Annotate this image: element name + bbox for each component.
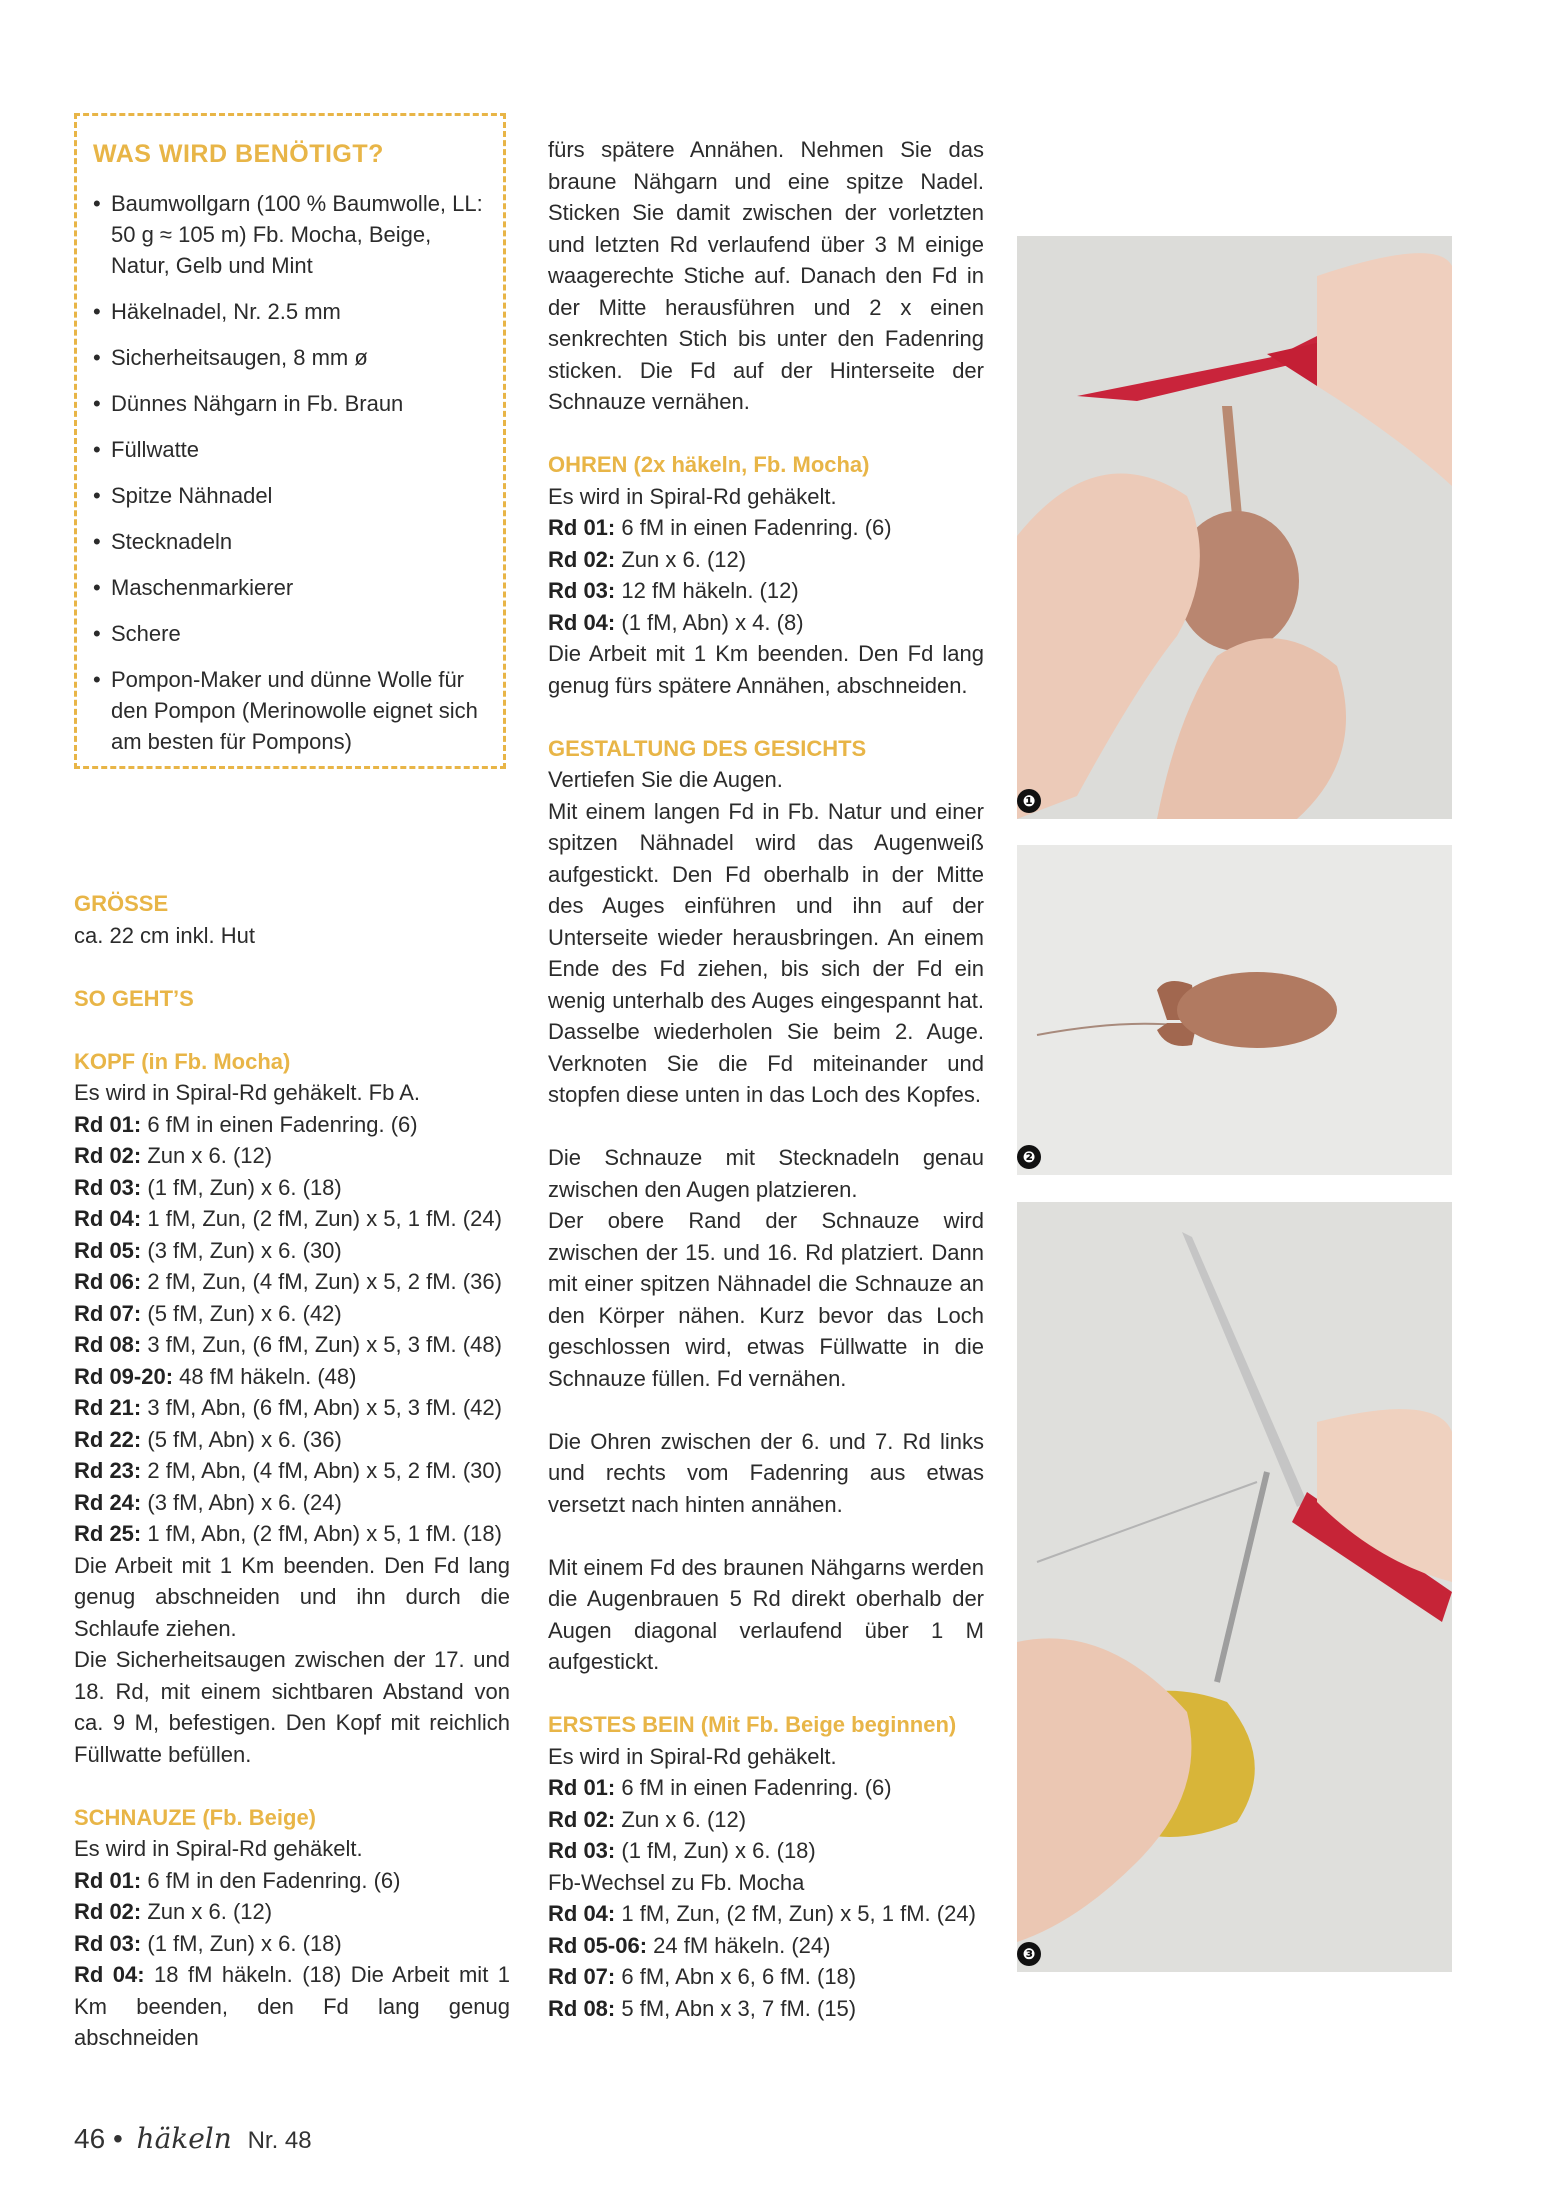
instruction-row	[74, 1266, 510, 1298]
row-text: (3 fM, Abn) x 6. (24)	[141, 1489, 342, 1515]
bein-switch: Fb-Wechsel zu Fb. Mocha	[548, 1869, 805, 1895]
instruction-row	[548, 607, 984, 639]
row-text: 6 fM in den Fadenring. (6)	[141, 1867, 401, 1893]
row-label: Rd 23:	[74, 1458, 142, 1483]
ohren-heading: OHREN (2x häkeln, Fb. Mocha)	[548, 452, 870, 477]
ohren-rows	[548, 512, 984, 638]
row-text: 1 fM, Abn, (2 fM, Abn) x 5, 1 fM. (18)	[141, 1521, 502, 1546]
photo-2	[1017, 845, 1452, 1175]
instruction-row	[74, 1172, 510, 1204]
ohren-end: Die Arbeit mit 1 Km beenden. Den Fd lang genug fürs spätere Annähen, abschneiden.	[548, 641, 984, 698]
row-text: (5 fM, Abn) x 6. (36)	[141, 1426, 342, 1452]
row-text: 1 fM, Zun, (2 fM, Zun) x 5, 1 fM. (24)	[141, 1206, 502, 1231]
size-text: ca. 22 cm inkl. Hut	[74, 922, 255, 948]
instruction-row	[74, 1140, 510, 1172]
row-label: Rd 04:	[548, 1901, 616, 1926]
photo-2-number: ❷	[1017, 1145, 1041, 1169]
instruction-row	[74, 1361, 510, 1393]
gesicht-heading: GESTALTUNG DES GESICHTS	[548, 735, 867, 761]
materials-item: • Maschenmarkierer	[93, 572, 493, 603]
instruction-row	[74, 1865, 510, 1897]
materials-item: • Spitze Nähnadel	[93, 480, 493, 511]
row-text: 6 fM, Abn x 6, 6 fM. (18)	[615, 1964, 857, 1989]
materials-item: • Pompon-Maker und dünne Wolle für den Pompon (Merinowolle eignet sich am besten für Pompons)	[93, 664, 493, 757]
row-text: 3 fM, Abn, (6 fM, Abn) x 5, 3 fM. (42)	[141, 1395, 502, 1420]
kopf-end: Die Arbeit mit 1 Km beenden. Den Fd lang genug abschneiden und ihn durch die Schlaufe ziehen.	[74, 1552, 510, 1641]
row-label: Rd 06:	[74, 1269, 142, 1294]
instruction-row	[548, 1930, 984, 1962]
photo-1	[1017, 236, 1452, 819]
row-label: Rd 01:	[548, 1775, 616, 1800]
gesicht-p2: Mit einem langen Fd in Fb. Natur und einer spitzen Nähnadel wird das Augenweiß aufgestickt. Den Fd oberhalb in der Mitte des Auges einführen und ihn auf der Unterseite wieder herausbringen. An einem Ende des Fd ziehen, bis sich der Fd ein wenig unterhalb des Auges eingespannt hat. Dasselbe wiederholen Sie beim 2. Auge. Verknoten Sie die Fd miteinander und stopfen diese unten in das Loch des Kopfes.	[548, 798, 984, 1107]
schnauze-place-p1: Die Schnauze mit Stecknadeln genau zwischen den Augen platzieren.	[548, 1145, 984, 1202]
instruction-row	[74, 1518, 510, 1550]
instruction-row	[548, 1835, 984, 1867]
instruction-row	[548, 575, 984, 607]
bein-heading: ERSTES BEIN (Mit Fb. Beige beginnen)	[548, 1712, 957, 1737]
row-text: 24 fM häkeln. (24)	[647, 1932, 831, 1958]
instruction-row	[548, 512, 984, 544]
photo-1-number: ❶	[1017, 789, 1041, 813]
photo-2-image	[1017, 845, 1452, 1175]
footer-bullet: •	[112, 2123, 123, 2154]
row-text: 6 fM in einen Fadenring. (6)	[615, 1775, 892, 1800]
magazine-name: häkeln	[136, 2122, 232, 2155]
row-text: 18 fM häkeln. (18) Die Arbeit mit 1 Km beenden, den Fd lang genug abschneiden	[74, 1962, 510, 2050]
row-text: (3 fM, Zun) x 6. (30)	[141, 1237, 342, 1263]
row-label: Rd 02:	[548, 1806, 616, 1832]
size-heading: GRÖSSE	[74, 891, 169, 916]
row-text: 2 fM, Zun, (4 fM, Zun) x 5, 2 fM. (36)	[141, 1269, 502, 1294]
materials-item: • Schere	[93, 618, 493, 649]
row-label: Rd 25:	[74, 1521, 142, 1546]
row-label: Rd 05:	[74, 1237, 142, 1263]
instruction-row	[74, 1928, 510, 1960]
row-label: Rd 03:	[74, 1930, 142, 1956]
instruction-row	[74, 1329, 510, 1361]
row-label: Rd 01:	[548, 515, 616, 540]
row-text: 12 fM häkeln. (12)	[615, 578, 799, 603]
row-text: Zun x 6. (12)	[615, 1806, 747, 1832]
page-number: 46	[74, 2123, 106, 2154]
row-text: (1 fM, Zun) x 6. (18)	[615, 1838, 816, 1863]
row-text: 6 fM in einen Fadenring. (6)	[615, 515, 892, 540]
schnauze-last-row	[74, 1959, 510, 2054]
row-text: Zun x 6. (12)	[141, 1143, 273, 1168]
middle-column	[548, 134, 984, 2024]
materials-title: WAS WIRD BENÖTIGT?	[93, 140, 384, 168]
row-label: Rd 24:	[74, 1489, 142, 1515]
materials-list	[93, 188, 493, 772]
row-text: (1 fM, Zun) x 6. (18)	[141, 1174, 342, 1200]
instruction-row	[74, 1298, 510, 1330]
page-footer	[74, 2122, 312, 2155]
row-label: Rd 04:	[74, 1206, 142, 1231]
row-label: Rd 04:	[548, 609, 616, 635]
instruction-row	[74, 1109, 510, 1141]
instruction-row	[74, 1487, 510, 1519]
row-label: Rd 03:	[548, 1838, 616, 1863]
row-label: Rd 08:	[548, 1995, 616, 2021]
instruction-row	[74, 1896, 510, 1928]
row-text: Zun x 6. (12)	[141, 1899, 273, 1924]
photo-3-number: ❸	[1017, 1942, 1041, 1966]
row-text: (1 fM, Abn) x 4. (8)	[615, 609, 804, 635]
photo-1-image	[1017, 236, 1452, 819]
instruction-row	[548, 544, 984, 576]
row-label: Rd 03:	[74, 1174, 142, 1200]
kopf-heading: KOPF (in Fb. Mocha)	[74, 1048, 291, 1074]
left-column	[74, 888, 510, 2054]
instruction-row	[74, 1455, 510, 1487]
instruction-row	[548, 1898, 984, 1930]
schnauze-heading: SCHNAUZE (Fb. Beige)	[74, 1804, 316, 1830]
materials-item: • Häkelnadel, Nr. 2.5 mm	[93, 296, 493, 327]
materials-item: • Baumwollgarn (100 % Baumwolle, LL: 50 g ≈ 105 m) Fb. Mocha, Beige, Natur, Gelb und Mint	[93, 188, 493, 281]
bein-rows-b	[548, 1898, 984, 2024]
howto-heading: SO GEHT’S	[74, 985, 194, 1011]
ohren-sew: Die Ohren zwischen der 6. und 7. Rd links und rechts vom Fadenring aus etwas versetzt nach hinten annähen.	[548, 1428, 984, 1517]
bein-rows-a	[548, 1772, 984, 1867]
row-label: Rd 04:	[74, 1962, 145, 1987]
row-label: Rd 07:	[548, 1964, 616, 1989]
row-label: Rd 03:	[548, 578, 616, 603]
photo-3-image	[1017, 1202, 1452, 1972]
materials-item: • Sicherheitsaugen, 8 mm ø	[93, 342, 493, 373]
materials-item: • Füllwatte	[93, 434, 493, 465]
instruction-row	[74, 1235, 510, 1267]
instruction-row	[548, 1961, 984, 1993]
row-label: Rd 21:	[74, 1395, 142, 1420]
row-label: Rd 02:	[548, 546, 616, 572]
row-label: Rd 02:	[74, 1899, 142, 1924]
photo-3	[1017, 1202, 1452, 1972]
schnauze-place-p2: Der obere Rand der Schnauze wird zwischen der 15. und 16. Rd platziert. Dann mit einer spitzen Nähnadel die Schnauze an den Körper nähen. Kurz bevor das Loch geschlossen wird, etwas Füllwatte in die Schnauze füllen. Fd vernähen.	[548, 1208, 984, 1391]
issue-number: Nr. 48	[247, 2127, 312, 2154]
instruction-row	[548, 1804, 984, 1836]
row-label: Rd 02:	[74, 1143, 142, 1168]
row-text: 48 fM häkeln. (48)	[173, 1363, 357, 1389]
row-text: 3 fM, Zun, (6 fM, Zun) x 5, 3 fM. (48)	[141, 1332, 502, 1357]
augenbrauen: Mit einem Fd des braunen Nähgarns werden die Augenbrauen 5 Rd direkt oberhalb der Augen diagonal verlaufend über 1 M aufgestickt.	[548, 1554, 984, 1674]
instruction-row	[548, 1993, 984, 2025]
row-text: 1 fM, Zun, (2 fM, Zun) x 5, 1 fM. (24)	[615, 1901, 976, 1926]
row-text: 5 fM, Abn x 3, 7 fM. (15)	[615, 1995, 857, 2021]
row-label: Rd 01:	[74, 1111, 142, 1137]
kopf-rows	[74, 1109, 510, 1550]
row-label: Rd 01:	[74, 1867, 142, 1893]
kopf-eyes: Die Sicherheitsaugen zwischen der 17. und 18. Rd, mit einem sichtbaren Abstand von ca. 9 M, befestigen. Den Kopf mit reichlich Füllwatte befüllen.	[74, 1647, 510, 1767]
materials-item: • Stecknadeln	[93, 526, 493, 557]
row-text: (5 fM, Zun) x 6. (42)	[141, 1300, 342, 1326]
row-label: Rd 08:	[74, 1332, 142, 1357]
schnauze-intro: Es wird in Spiral-Rd gehäkelt.	[74, 1836, 363, 1861]
schnauze-rows	[74, 1865, 510, 1960]
row-text: Zun x 6. (12)	[615, 546, 747, 572]
instruction-row	[74, 1424, 510, 1456]
ohren-intro: Es wird in Spiral-Rd gehäkelt.	[548, 483, 837, 509]
row-text: (1 fM, Zun) x 6. (18)	[141, 1930, 342, 1956]
row-label: Rd 22:	[74, 1426, 142, 1452]
instruction-row	[74, 1392, 510, 1424]
row-text: 2 fM, Abn, (4 fM, Abn) x 5, 2 fM. (30)	[141, 1458, 502, 1483]
instruction-row	[548, 1772, 984, 1804]
row-text: 6 fM in einen Fadenring. (6)	[141, 1111, 418, 1137]
row-label: Rd 07:	[74, 1300, 142, 1326]
materials-box	[74, 113, 506, 769]
row-label: Rd 09-20:	[74, 1363, 174, 1389]
materials-item: • Dünnes Nähgarn in Fb. Braun	[93, 388, 493, 419]
bein-intro: Es wird in Spiral-Rd gehäkelt.	[548, 1743, 837, 1769]
gesicht-p1: Vertiefen Sie die Augen.	[548, 767, 783, 792]
schnauze-continued: fürs spätere Annähen. Nehmen Sie das braune Nähgarn und eine spitze Nadel. Sticken Sie damit zwischen der vorletzten und letzten Rd verlaufend über 3 M einige waagerechte Stiche auf. Danach den Fd in der Mitte herausführen und 2 x einen senkrechten Stich bis unter den Fadenring sticken. Die Fd auf der Hinterseite der Schnauze vernähen.	[548, 137, 984, 414]
row-label: Rd 05-06:	[548, 1932, 648, 1958]
instruction-row	[74, 1203, 510, 1235]
kopf-intro: Es wird in Spiral-Rd gehäkelt. Fb A.	[74, 1080, 421, 1105]
